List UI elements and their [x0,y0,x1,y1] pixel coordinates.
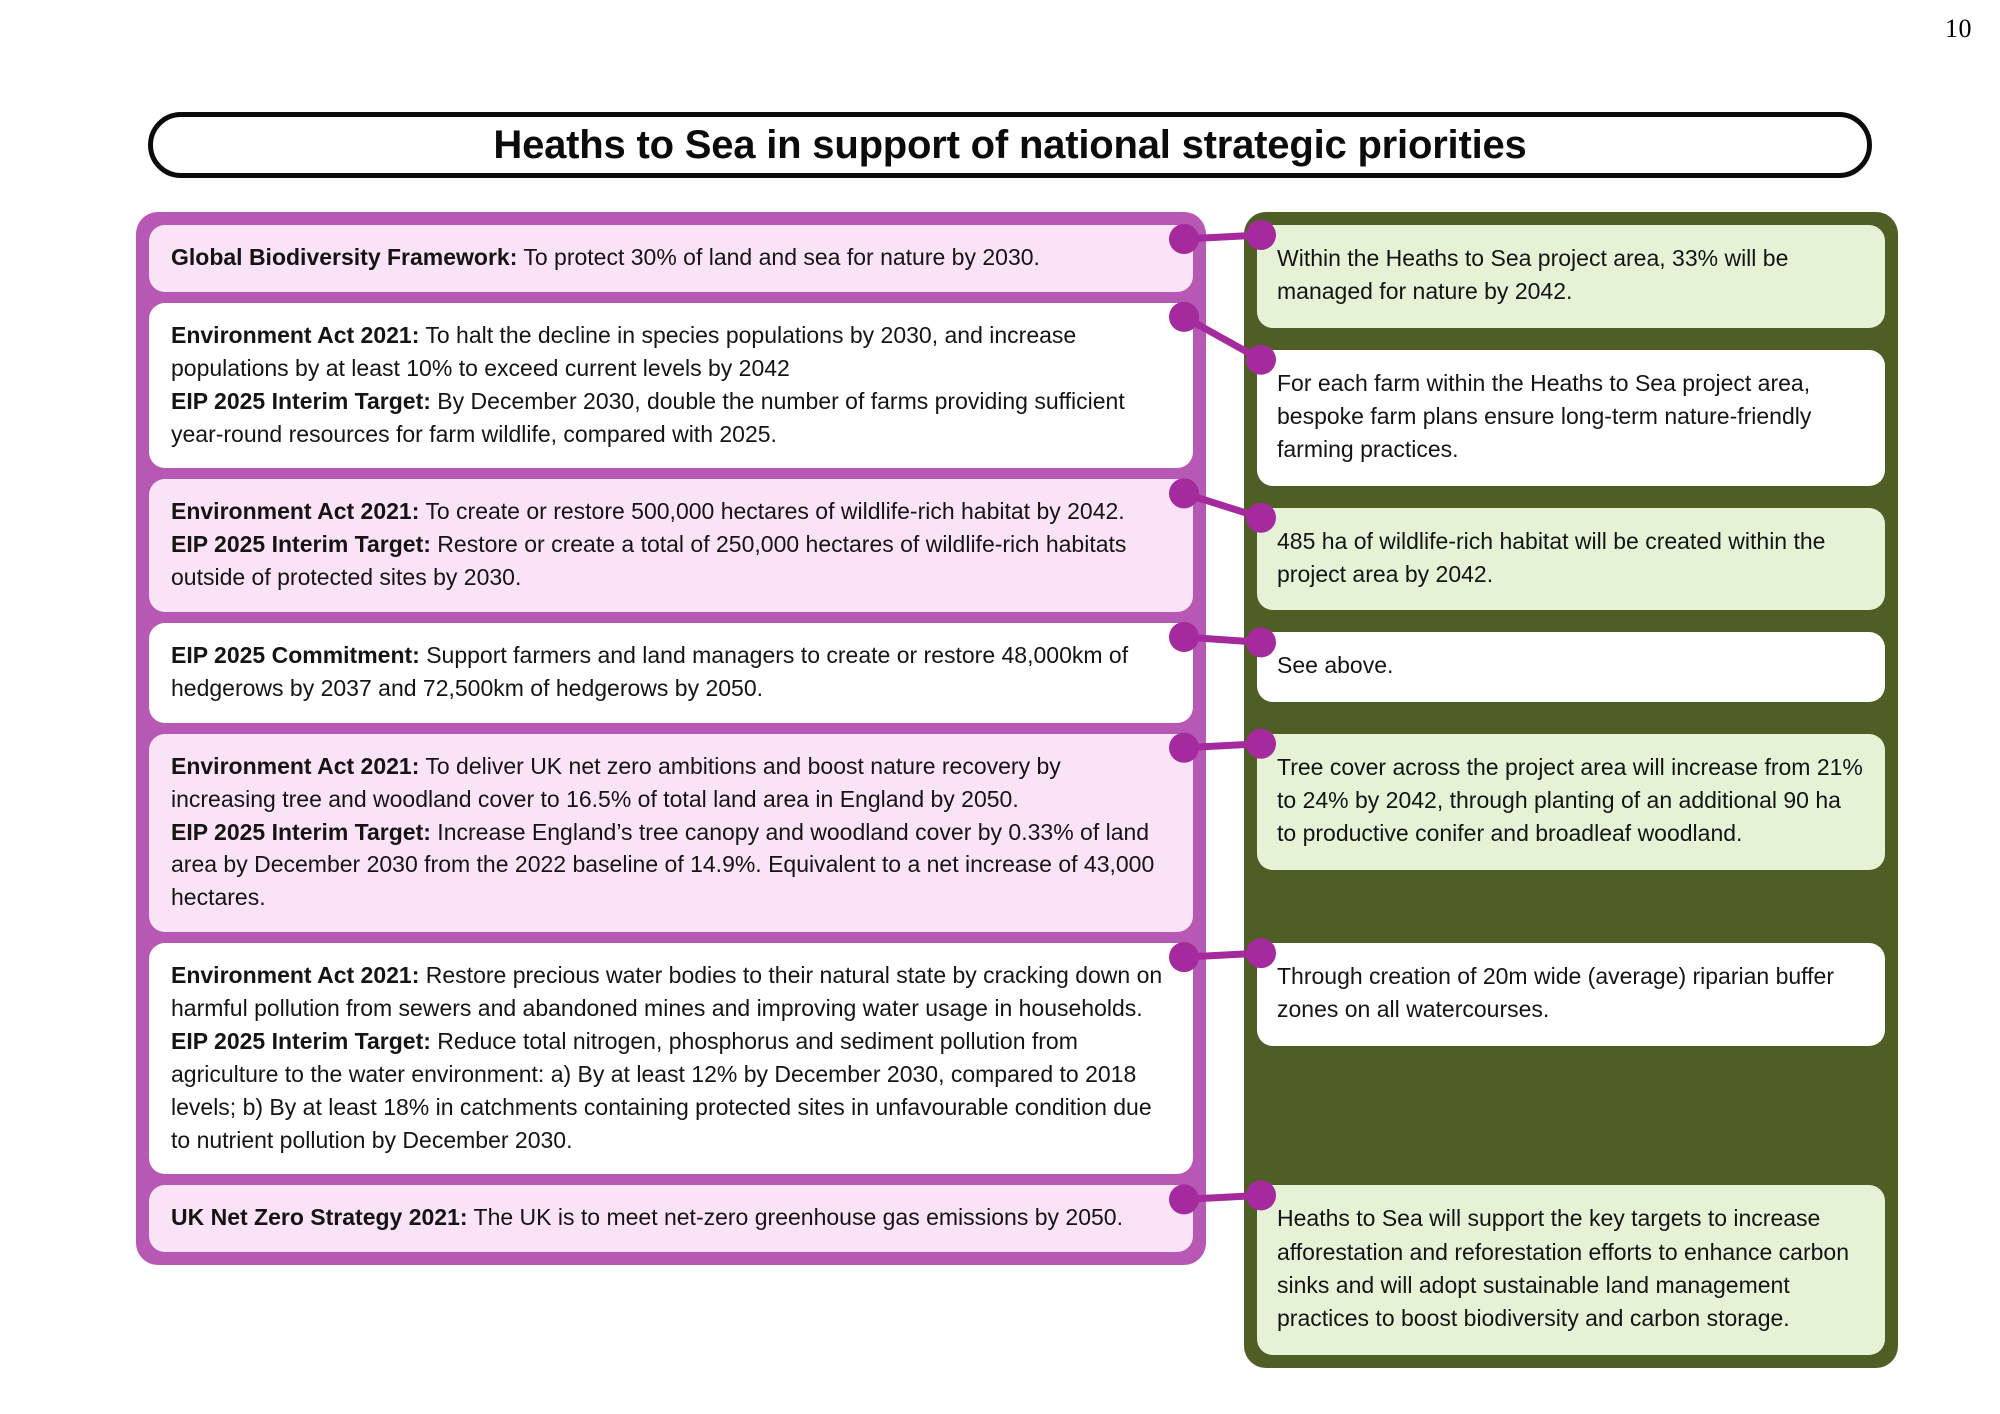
outcome-card-3 [1257,508,1885,611]
policy-text: To halt the decline in species populations by 2030, and increase populations by at least 10% to exceed current levels by 2042 [171,321,1077,381]
policy-text: The UK is to meet net-zero greenhouse gas emissions by 2050. [467,1204,1123,1231]
policy-card-1 [149,225,1193,292]
policy-card-5 [149,734,1193,932]
outcome-card-2 [1257,350,1885,486]
outcome-card-4 [1257,632,1885,701]
policy-label: UK Net Zero Strategy 2021: [171,1204,468,1231]
policy-label: EIP 2025 Commitment: [171,642,420,668]
policy-text: Reduce total nitrogen, phosphorus and sediment pollution from agriculture to the water environment: a) By at least 12% by December 2030, compared to 2018 levels; b) By at least 18% in catchments containing protected sites in unfavourable condition due to nutrient pollution by December 2030. [171,1027,1152,1153]
policy-label: EIP 2025 Interim Target: [171,1027,431,1054]
policy-text: To deliver UK net zero ambitions and boost nature recovery by increasing tree and woodland cover to 16.5% of total land area in England by 2050. [171,752,1061,812]
outcome-text: Tree cover across the project area will increase from 21% to 24% by 2042, through planting of an additional 90 ha to productive conifer and broadleaf woodland. [1277,753,1863,847]
policy-card-4 [149,623,1193,723]
national-policy-column [136,212,1206,1265]
heaths-to-sea-column [1244,212,1898,1368]
policy-card-2 [149,303,1193,469]
page-number: 10 [1945,14,1972,43]
policy-text: To create or restore 500,000 hectares of wildlife-rich habitat by 2042. [419,498,1125,525]
policy-label: Environment Act 2021: [171,321,420,348]
outcome-card-6 [1257,943,1885,1046]
outcome-card-1 [1257,225,1885,328]
policy-text: Restore or create a total of 250,000 hectares of wildlife-rich habitats outside of protected sites by 2030. [171,531,1127,591]
policy-label: EIP 2025 Interim Target: [171,531,431,558]
policy-card-6 [149,943,1193,1174]
outcome-text: For each farm within the Heaths to Sea project area, bespoke farm plans ensure long-term nature-friendly farming practices. [1277,369,1812,463]
outcome-card-7 [1257,1185,1885,1354]
policy-label: Environment Act 2021: [171,752,420,779]
policy-label: Global Biodiversity Framework: [171,244,518,270]
policy-text: To protect 30% of land and sea for nature by 2030. [517,244,1040,270]
policy-card-7 [149,1185,1193,1252]
outcome-card-5 [1257,734,1885,870]
outcome-text: 485 ha of wildlife-rich habitat will be created within the project area by 2042. [1277,527,1826,588]
policy-label: Environment Act 2021: [171,498,420,525]
outcome-text: Within the Heaths to Sea project area, 33% will be managed for nature by 2042. [1277,245,1789,305]
policy-text: Increase England’s tree canopy and woodland cover by 0.33% of land area by December 2030 from the 2022 baseline of 14.9%. Equivalent to a net increase of 43,000 hectares. [171,818,1155,911]
policy-text: Support farmers and land managers to create or restore 48,000km of hedgerows by 2037 and 72,500km of hedgerows by 2050. [171,642,1129,701]
policy-label: EIP 2025 Interim Target: [171,818,431,845]
policy-card-3 [149,479,1193,612]
policy-label: Environment Act 2021: [171,962,420,989]
policy-text: By December 2030, double the number of farms providing sufficient year-round resources for farm wildlife, compared with 2025. [171,387,1125,447]
page-title: Heaths to Sea in support of national strategic priorities [493,122,1527,167]
policy-label: EIP 2025 Interim Target: [171,387,431,414]
outcome-text: Heaths to Sea will support the key targets to increase afforestation and reforestation efforts to enhance carbon sinks and will adopt sustainable land management practices to boost biodiversity and carbon storage. [1277,1205,1849,1332]
outcome-text: See above. [1277,652,1394,679]
outcome-text: Through creation of 20m wide (average) riparian buffer zones on all watercourses. [1277,963,1834,1023]
policy-text: Restore precious water bodies to their natural state by cracking down on harmful pollution from sewers and abandoned mines and improving water usage in households. [171,962,1163,1021]
